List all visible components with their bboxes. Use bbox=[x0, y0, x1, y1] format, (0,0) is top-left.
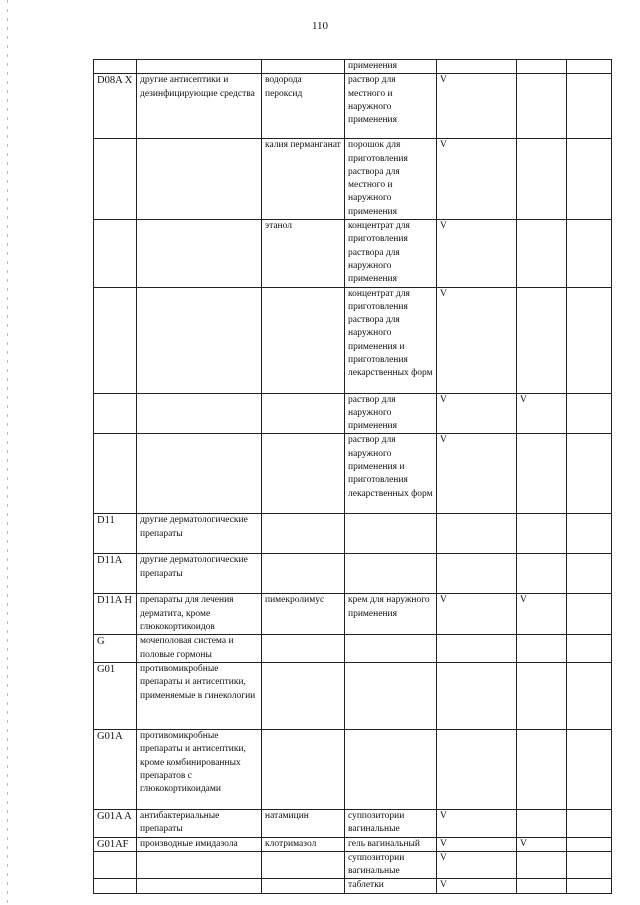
code-cell bbox=[94, 434, 137, 514]
dosage-form-cell bbox=[345, 514, 437, 554]
mark-cell-2 bbox=[517, 74, 567, 139]
group-cell: другие дерматологические препараты bbox=[137, 514, 262, 554]
mark-cell-3 bbox=[567, 879, 612, 893]
code-cell: G01A A bbox=[94, 809, 137, 837]
table-row bbox=[94, 729, 612, 809]
dosage-form-cell: концентрат для приготовления раствора для наружного применения bbox=[345, 220, 437, 287]
substance-cell: натамицин bbox=[262, 809, 345, 837]
mark-cell-3 bbox=[567, 139, 612, 220]
code-cell bbox=[94, 851, 137, 879]
table-row bbox=[94, 554, 612, 594]
group-cell: противомикробные препараты и антисептики, кроме комбинированных препаратов с глюкокортикоидами bbox=[137, 729, 262, 809]
mark-cell-3 bbox=[567, 594, 612, 635]
mark-cell-2 bbox=[517, 60, 567, 74]
substance-cell bbox=[262, 851, 345, 879]
page-number: 110 bbox=[311, 20, 329, 32]
substance-cell bbox=[262, 393, 345, 434]
group-cell bbox=[137, 434, 262, 514]
mark-cell-3 bbox=[567, 554, 612, 594]
mark-cell-2 bbox=[517, 635, 567, 663]
group-cell bbox=[137, 879, 262, 893]
mark-cell-1: V bbox=[437, 879, 517, 893]
mark-cell-3 bbox=[567, 729, 612, 809]
code-cell: D11A H bbox=[94, 594, 137, 635]
group-cell: другие дерматологические препараты bbox=[137, 554, 262, 594]
code-cell bbox=[94, 220, 137, 287]
mark-cell-1: V bbox=[437, 220, 517, 287]
mark-cell-1: V bbox=[437, 287, 517, 393]
mark-cell-3 bbox=[567, 635, 612, 663]
dosage-form-cell: раствор для наружного применения и приготовления лекарственных форм bbox=[345, 434, 437, 514]
substance-cell: калия перманганат bbox=[262, 139, 345, 220]
group-cell bbox=[137, 851, 262, 879]
mark-cell-2 bbox=[517, 434, 567, 514]
mark-cell-1 bbox=[437, 60, 517, 74]
substance-cell bbox=[262, 635, 345, 663]
mark-cell-3 bbox=[567, 514, 612, 554]
code-cell: G01AF bbox=[94, 837, 137, 851]
substance-cell bbox=[262, 879, 345, 893]
mark-cell-3 bbox=[567, 74, 612, 139]
scan-edge-mark bbox=[7, 0, 8, 905]
table-row bbox=[94, 393, 612, 434]
mark-cell-3 bbox=[567, 220, 612, 287]
dosage-form-cell: раствор для местного и наружного применения bbox=[345, 74, 437, 139]
code-cell: D11A bbox=[94, 554, 137, 594]
mark-cell-2 bbox=[517, 220, 567, 287]
mark-cell-1: V bbox=[437, 434, 517, 514]
mark-cell-1: V bbox=[437, 139, 517, 220]
mark-cell-1: V bbox=[437, 74, 517, 139]
substance-cell bbox=[262, 60, 345, 74]
code-cell: D11 bbox=[94, 514, 137, 554]
group-cell: противомикробные препараты и антисептики, применяемые в гинекологии bbox=[137, 662, 262, 729]
substance-cell bbox=[262, 514, 345, 554]
mark-cell-2: V bbox=[517, 594, 567, 635]
dosage-form-cell: суппозитории вагинальные bbox=[345, 809, 437, 837]
dosage-form-cell: раствор для наружного применения bbox=[345, 393, 437, 434]
table-row bbox=[94, 662, 612, 729]
mark-cell-1: V bbox=[437, 837, 517, 851]
mark-cell-2 bbox=[517, 554, 567, 594]
table-row bbox=[94, 837, 612, 851]
mark-cell-3 bbox=[567, 809, 612, 837]
substance-cell bbox=[262, 554, 345, 594]
group-cell: производные имидазола bbox=[137, 837, 262, 851]
group-cell bbox=[137, 60, 262, 74]
mark-cell-1 bbox=[437, 514, 517, 554]
substance-cell bbox=[262, 662, 345, 729]
table-row bbox=[94, 809, 612, 837]
table-row bbox=[94, 139, 612, 220]
substance-cell: пимекролимус bbox=[262, 594, 345, 635]
mark-cell-2 bbox=[517, 809, 567, 837]
code-cell: D08A X bbox=[94, 74, 137, 139]
drug-list-body bbox=[94, 60, 612, 894]
mark-cell-2 bbox=[517, 287, 567, 393]
table-row bbox=[94, 434, 612, 514]
code-cell: G01A bbox=[94, 729, 137, 809]
dosage-form-cell: суппозитории вагинальные bbox=[345, 851, 437, 879]
code-cell: G bbox=[94, 635, 137, 663]
substance-cell: водорода пероксид bbox=[262, 74, 345, 139]
mark-cell-1 bbox=[437, 662, 517, 729]
table-row bbox=[94, 514, 612, 554]
substance-cell: клотримазол bbox=[262, 837, 345, 851]
table-row bbox=[94, 74, 612, 139]
dosage-form-cell: таблетки bbox=[345, 879, 437, 893]
dosage-form-cell bbox=[345, 554, 437, 594]
group-cell: препараты для лечения дерматита, кроме глюкокортикоидов bbox=[137, 594, 262, 635]
mark-cell-2 bbox=[517, 139, 567, 220]
dosage-form-cell bbox=[345, 729, 437, 809]
mark-cell-2: V bbox=[517, 393, 567, 434]
mark-cell-2 bbox=[517, 851, 567, 879]
mark-cell-3 bbox=[567, 434, 612, 514]
group-cell bbox=[137, 139, 262, 220]
code-cell bbox=[94, 287, 137, 393]
code-cell bbox=[94, 139, 137, 220]
code-cell: G01 bbox=[94, 662, 137, 729]
mark-cell-1 bbox=[437, 554, 517, 594]
substance-cell: этанол bbox=[262, 220, 345, 287]
table-row bbox=[94, 635, 612, 663]
group-cell bbox=[137, 287, 262, 393]
code-cell bbox=[94, 879, 137, 893]
table-row bbox=[94, 879, 612, 893]
mark-cell-1 bbox=[437, 635, 517, 663]
dosage-form-cell bbox=[345, 635, 437, 663]
substance-cell bbox=[262, 287, 345, 393]
group-cell bbox=[137, 393, 262, 434]
mark-cell-2: V bbox=[517, 837, 567, 851]
substance-cell bbox=[262, 434, 345, 514]
table-row bbox=[94, 220, 612, 287]
dosage-form-cell bbox=[345, 662, 437, 729]
mark-cell-1: V bbox=[437, 851, 517, 879]
table-row bbox=[94, 60, 612, 74]
mark-cell-1 bbox=[437, 729, 517, 809]
mark-cell-1: V bbox=[437, 809, 517, 837]
table-row bbox=[94, 851, 612, 879]
dosage-form-cell: применения bbox=[345, 60, 437, 74]
mark-cell-2 bbox=[517, 662, 567, 729]
mark-cell-3 bbox=[567, 393, 612, 434]
dosage-form-cell: крем для наружного применения bbox=[345, 594, 437, 635]
mark-cell-3 bbox=[567, 60, 612, 74]
substance-cell bbox=[262, 729, 345, 809]
group-cell: другие антисептики и дезинфицирующие средства bbox=[137, 74, 262, 139]
code-cell bbox=[94, 60, 137, 74]
mark-cell-2 bbox=[517, 729, 567, 809]
dosage-form-cell: концентрат для приготовления раствора для наружного применения и приготовления лекарственных форм bbox=[345, 287, 437, 393]
group-cell: антибактериальные препараты bbox=[137, 809, 262, 837]
table-row bbox=[94, 287, 612, 393]
mark-cell-1: V bbox=[437, 393, 517, 434]
group-cell bbox=[137, 220, 262, 287]
dosage-form-cell: гель вагинальный bbox=[345, 837, 437, 851]
code-cell bbox=[94, 393, 137, 434]
mark-cell-1: V bbox=[437, 594, 517, 635]
group-cell: мочеполовая система и половые гормоны bbox=[137, 635, 262, 663]
mark-cell-3 bbox=[567, 662, 612, 729]
mark-cell-2 bbox=[517, 514, 567, 554]
dosage-form-cell: порошок для приготовления раствора для местного и наружного применения bbox=[345, 139, 437, 220]
table-row bbox=[94, 594, 612, 635]
mark-cell-3 bbox=[567, 851, 612, 879]
mark-cell-3 bbox=[567, 287, 612, 393]
drug-list-table bbox=[93, 59, 612, 894]
mark-cell-2 bbox=[517, 879, 567, 893]
mark-cell-3 bbox=[567, 837, 612, 851]
